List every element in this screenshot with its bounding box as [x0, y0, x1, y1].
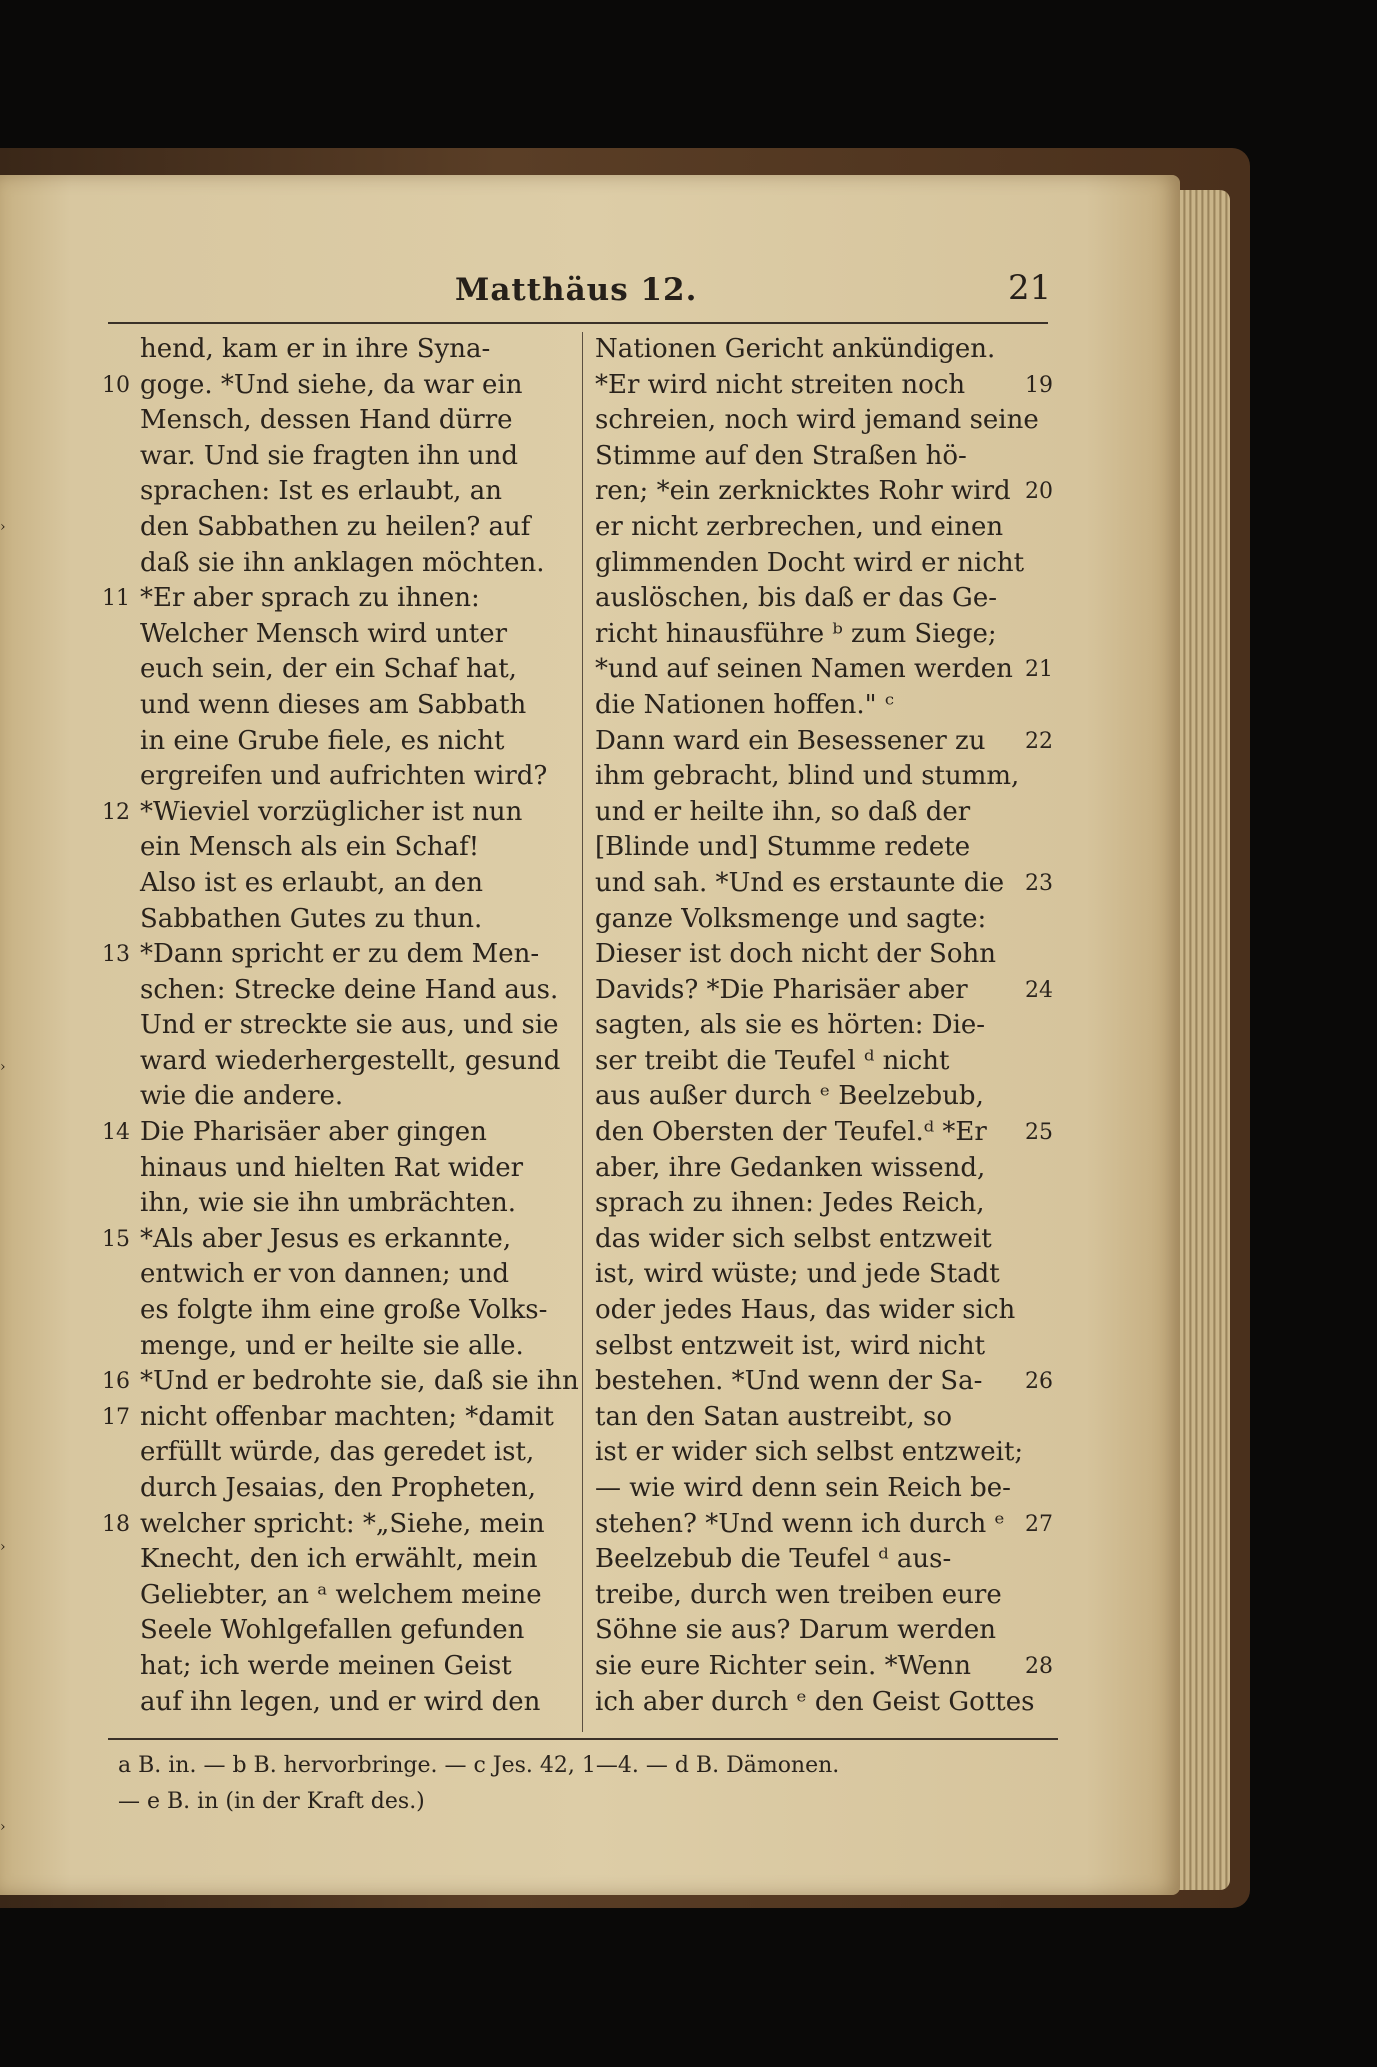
text-line	[140, 474, 580, 510]
line-text: ergreifen und aufrichten wird?	[140, 761, 548, 792]
text-line	[595, 866, 1053, 902]
text-line	[140, 1685, 580, 1721]
verse-number: 21	[1025, 657, 1053, 683]
verse-number: 20	[1025, 479, 1053, 505]
verse-number: 12	[102, 799, 130, 825]
verse-number: 25	[1025, 1120, 1053, 1146]
text-line	[140, 439, 580, 475]
line-text: oder jedes Haus, das wider sich	[595, 1295, 1016, 1326]
line-text: *Er wird nicht streiten noch	[595, 369, 966, 400]
text-line	[595, 1578, 1035, 1614]
footnote-rule	[108, 1738, 1058, 1740]
verse-number: 22	[1025, 728, 1053, 754]
line-text: Dann ward ein Besessener zu	[595, 725, 986, 756]
right-text-column	[595, 332, 1053, 1732]
text-line	[140, 510, 580, 546]
text-line	[595, 1649, 1053, 1685]
text-line	[140, 1329, 580, 1365]
text-line	[595, 1400, 1035, 1436]
verse-number: 24	[1025, 977, 1053, 1003]
text-line	[140, 866, 580, 902]
page-number: 21	[1008, 268, 1052, 308]
line-text: sprachen: Ist es erlaubt, an	[140, 476, 502, 507]
text-line	[595, 795, 1035, 831]
text-line	[102, 1400, 580, 1436]
line-text: den Sabbathen zu heilen? auf	[140, 511, 531, 542]
line-text: sie eure Richter sein. *Wenn	[595, 1650, 972, 1681]
text-line	[595, 368, 1053, 404]
text-line	[140, 546, 580, 582]
line-text: Beelzebub die Teufel ᵈ aus-	[595, 1544, 952, 1575]
line-text: Knecht, den ich erwählt, mein	[140, 1544, 538, 1575]
line-text: sprach zu ihnen: Jedes Reich,	[595, 1188, 985, 1219]
text-line	[140, 1435, 580, 1471]
text-line	[595, 1507, 1053, 1543]
line-text: Mensch, dessen Hand dürre	[140, 405, 513, 436]
line-text: Sabbathen Gutes zu thun.	[140, 903, 483, 934]
line-text: und er heilte ihn, so daß der	[595, 796, 971, 827]
text-line	[102, 581, 580, 617]
verse-number: 23	[1025, 870, 1053, 896]
running-header-title: Matthäus 12.	[455, 272, 698, 308]
line-text: Welcher Mensch wird unter	[140, 618, 508, 649]
verse-number: 17	[102, 1404, 130, 1430]
line-text: das wider sich selbst entzweit	[595, 1223, 992, 1254]
text-line	[595, 510, 1035, 546]
line-text: *und auf seinen Namen werden	[595, 654, 1013, 685]
text-line	[595, 652, 1053, 688]
text-line	[140, 1008, 580, 1044]
line-text: erfüllt würde, das geredet ist,	[140, 1437, 535, 1468]
text-line	[140, 403, 580, 439]
verse-number: 28	[1025, 1653, 1053, 1679]
line-text: ist er wider sich selbst entzweit;	[595, 1437, 1024, 1468]
line-text: Söhne sie aus? Darum werden	[595, 1615, 996, 1646]
line-text: aber, ihre Gedanken wissend,	[595, 1152, 986, 1183]
verse-number: 14	[102, 1120, 130, 1146]
text-line	[140, 973, 580, 1009]
text-line	[102, 368, 580, 404]
verse-number: 10	[102, 372, 130, 398]
text-line	[595, 1222, 1035, 1258]
verse-number: 13	[102, 942, 130, 968]
text-line	[595, 439, 1035, 475]
line-text: es folgte ihm eine große Volks-	[140, 1295, 548, 1326]
text-line	[595, 1293, 1035, 1329]
text-line	[595, 1044, 1035, 1080]
text-line	[140, 688, 580, 724]
line-text: *Und er bedrohte sie, daß sie ihn	[140, 1366, 579, 1397]
text-line	[140, 1542, 580, 1578]
text-line	[595, 1115, 1053, 1151]
text-line	[595, 1542, 1035, 1578]
line-text: glimmenden Docht wird er nicht	[595, 547, 1025, 578]
line-text: ihm gebracht, blind und stumm,	[595, 761, 1020, 792]
line-text: er nicht zerbrechen, und einen	[595, 511, 1004, 542]
footnote-line: — e B. in (in der Kraft des.)	[118, 1789, 425, 1814]
line-text: ich aber durch ᵉ den Geist Gottes	[595, 1686, 1035, 1717]
line-text: und sah. *Und es erstaunte die	[595, 867, 1005, 898]
line-text: sagten, als sie es hörten: Die-	[595, 1010, 986, 1041]
line-text: die Nationen hoffen." ᶜ	[595, 689, 894, 720]
text-line	[595, 474, 1053, 510]
line-text: stehen? *Und wenn ich durch ᵉ	[595, 1508, 1005, 1539]
line-text: in eine Grube fiele, es nicht	[140, 725, 505, 756]
text-line	[140, 902, 580, 938]
text-line	[140, 332, 580, 368]
text-line	[140, 830, 580, 866]
text-line	[102, 1222, 580, 1258]
line-text: war. Und sie fragten ihn und	[140, 440, 518, 471]
margin-mark: ›	[0, 1819, 6, 1835]
text-line	[140, 1578, 580, 1614]
text-line	[102, 1115, 580, 1151]
line-text: treibe, durch wen treiben eure	[595, 1579, 1002, 1610]
line-text: daß sie ihn anklagen möchten.	[140, 547, 545, 578]
line-text: ihn, wie sie ihn umbrächten.	[140, 1188, 517, 1219]
line-text: ren; *ein zerknicktes Rohr wird	[595, 476, 1011, 507]
text-line	[595, 1613, 1035, 1649]
line-text: ganze Volksmenge und sagte:	[595, 903, 987, 934]
line-text: *Er aber sprach zu ihnen:	[140, 583, 480, 614]
text-line	[595, 902, 1035, 938]
text-line	[595, 1685, 1035, 1721]
text-line	[595, 1008, 1035, 1044]
verse-number: 19	[1025, 372, 1053, 398]
text-line	[595, 1151, 1035, 1187]
verse-number: 26	[1025, 1369, 1053, 1395]
line-text: den Obersten der Teufel.ᵈ *Er	[595, 1117, 987, 1148]
line-text: schreien, noch wird jemand seine	[595, 405, 1039, 436]
line-text: *Dann spricht er zu dem Men-	[140, 939, 540, 970]
text-line	[140, 1186, 580, 1222]
line-text: durch Jesaias, den Propheten,	[140, 1473, 536, 1503]
line-text: euch sein, der ein Schaf hat,	[140, 654, 517, 685]
text-line	[595, 1435, 1035, 1471]
line-text: nicht offenbar machten; *damit	[140, 1401, 554, 1432]
text-line	[140, 1044, 580, 1080]
line-text: menge, und er heilte sie alle.	[140, 1330, 524, 1361]
text-line	[595, 1186, 1035, 1222]
text-line	[140, 724, 580, 760]
line-text: Die Pharisäer aber gingen	[140, 1117, 487, 1148]
text-line	[140, 1257, 580, 1293]
line-text: hend, kam er in ihre Syna-	[140, 334, 491, 364]
text-line	[140, 1079, 580, 1115]
text-line	[140, 1471, 580, 1507]
verse-number: 15	[102, 1226, 130, 1252]
line-text: — wie wird denn sein Reich be-	[595, 1473, 1011, 1503]
line-text: schen: Strecke deine Hand aus.	[140, 974, 559, 1005]
line-text: ist, wird wüste; und jede Stadt	[595, 1259, 1000, 1290]
text-line	[595, 759, 1035, 795]
text-line	[140, 1613, 580, 1649]
text-line	[140, 1649, 580, 1685]
line-text: und wenn dieses am Sabbath	[140, 689, 527, 720]
text-line	[595, 1079, 1035, 1115]
line-text: richt hinausführe ᵇ zum Siege;	[595, 618, 997, 649]
text-line	[595, 937, 1035, 973]
line-text: Dieser ist doch nicht der Sohn	[595, 939, 996, 970]
text-line	[595, 724, 1053, 760]
line-text: hat; ich werde meinen Geist	[140, 1650, 512, 1681]
text-line	[140, 1151, 580, 1187]
text-line	[102, 1507, 580, 1543]
verse-number: 11	[102, 586, 130, 612]
text-line	[595, 546, 1035, 582]
line-text: tan den Satan austreibt, so	[595, 1401, 953, 1432]
text-line	[140, 1293, 580, 1329]
text-line	[595, 973, 1053, 1009]
line-text: Und er streckte sie aus, und sie	[140, 1010, 559, 1041]
text-line	[595, 1471, 1035, 1507]
line-text: Stimme auf den Straßen hö-	[595, 440, 967, 471]
text-line	[102, 795, 580, 831]
margin-mark: ›	[0, 1059, 6, 1075]
line-text: *Als aber Jesus es erkannte,	[140, 1223, 512, 1254]
line-text: welcher spricht: *„Siehe, mein	[140, 1508, 545, 1539]
line-text: ser treibt die Teufel ᵈ nicht	[595, 1045, 950, 1076]
text-line	[140, 617, 580, 653]
left-text-column	[102, 332, 580, 1732]
line-text: entwich er von dannen; und	[140, 1259, 510, 1290]
line-text: auf ihn legen, und er wird den	[140, 1686, 541, 1717]
line-text: Also ist es erlaubt, an den	[140, 867, 484, 898]
line-text: wie die andere.	[140, 1081, 344, 1112]
verse-number: 16	[102, 1369, 130, 1395]
line-text: bestehen. *Und wenn der Sa-	[595, 1366, 983, 1397]
verse-number: 27	[1025, 1511, 1053, 1537]
line-text: hinaus und hielten Rat wider	[140, 1152, 524, 1183]
text-line	[140, 652, 580, 688]
text-line	[102, 1364, 580, 1400]
line-text: Geliebter, an ᵃ welchem meine	[140, 1579, 542, 1610]
text-line	[595, 688, 1035, 724]
text-line	[595, 617, 1035, 653]
text-line	[595, 1257, 1035, 1293]
text-line	[595, 581, 1035, 617]
line-text: *Wieviel vorzüglicher ist nun	[140, 796, 523, 827]
text-line	[102, 937, 580, 973]
line-text: ward wiederhergestellt, gesund	[140, 1045, 561, 1076]
verse-number: 18	[102, 1511, 130, 1537]
text-line	[595, 830, 1035, 866]
line-text: ein Mensch als ein Schaf!	[140, 832, 480, 863]
line-text: aus außer durch ᵉ Beelzebub,	[595, 1081, 984, 1112]
line-text: selbst entzweit ist, wird nicht	[595, 1330, 986, 1361]
header-rule	[108, 322, 1048, 324]
footnotes	[118, 1748, 1068, 1828]
text-line	[140, 759, 580, 795]
text-line	[595, 1329, 1035, 1365]
line-text: Nationen Gericht ankündigen.	[595, 334, 996, 364]
line-text: auslöschen, bis daß er das Ge-	[595, 583, 997, 614]
column-divider	[582, 332, 583, 1732]
text-line	[595, 1364, 1053, 1400]
margin-mark: ›	[0, 1539, 6, 1555]
text-line	[595, 403, 1039, 439]
text-line	[595, 332, 1035, 368]
footnote-line: a B. in. — b B. hervorbringe. — c Jes. 42, 1—4. — d B. Dämonen.	[118, 1753, 840, 1778]
line-text: Seele Wohlgefallen gefunden	[140, 1615, 525, 1646]
line-text: Davids? *Die Pharisäer aber	[595, 974, 968, 1005]
line-text: goge. *Und siehe, da war ein	[140, 369, 523, 400]
page-margin-marks	[0, 519, 14, 1835]
line-text: [Blinde und] Stumme redete	[595, 832, 971, 863]
margin-mark: ›	[0, 519, 6, 535]
